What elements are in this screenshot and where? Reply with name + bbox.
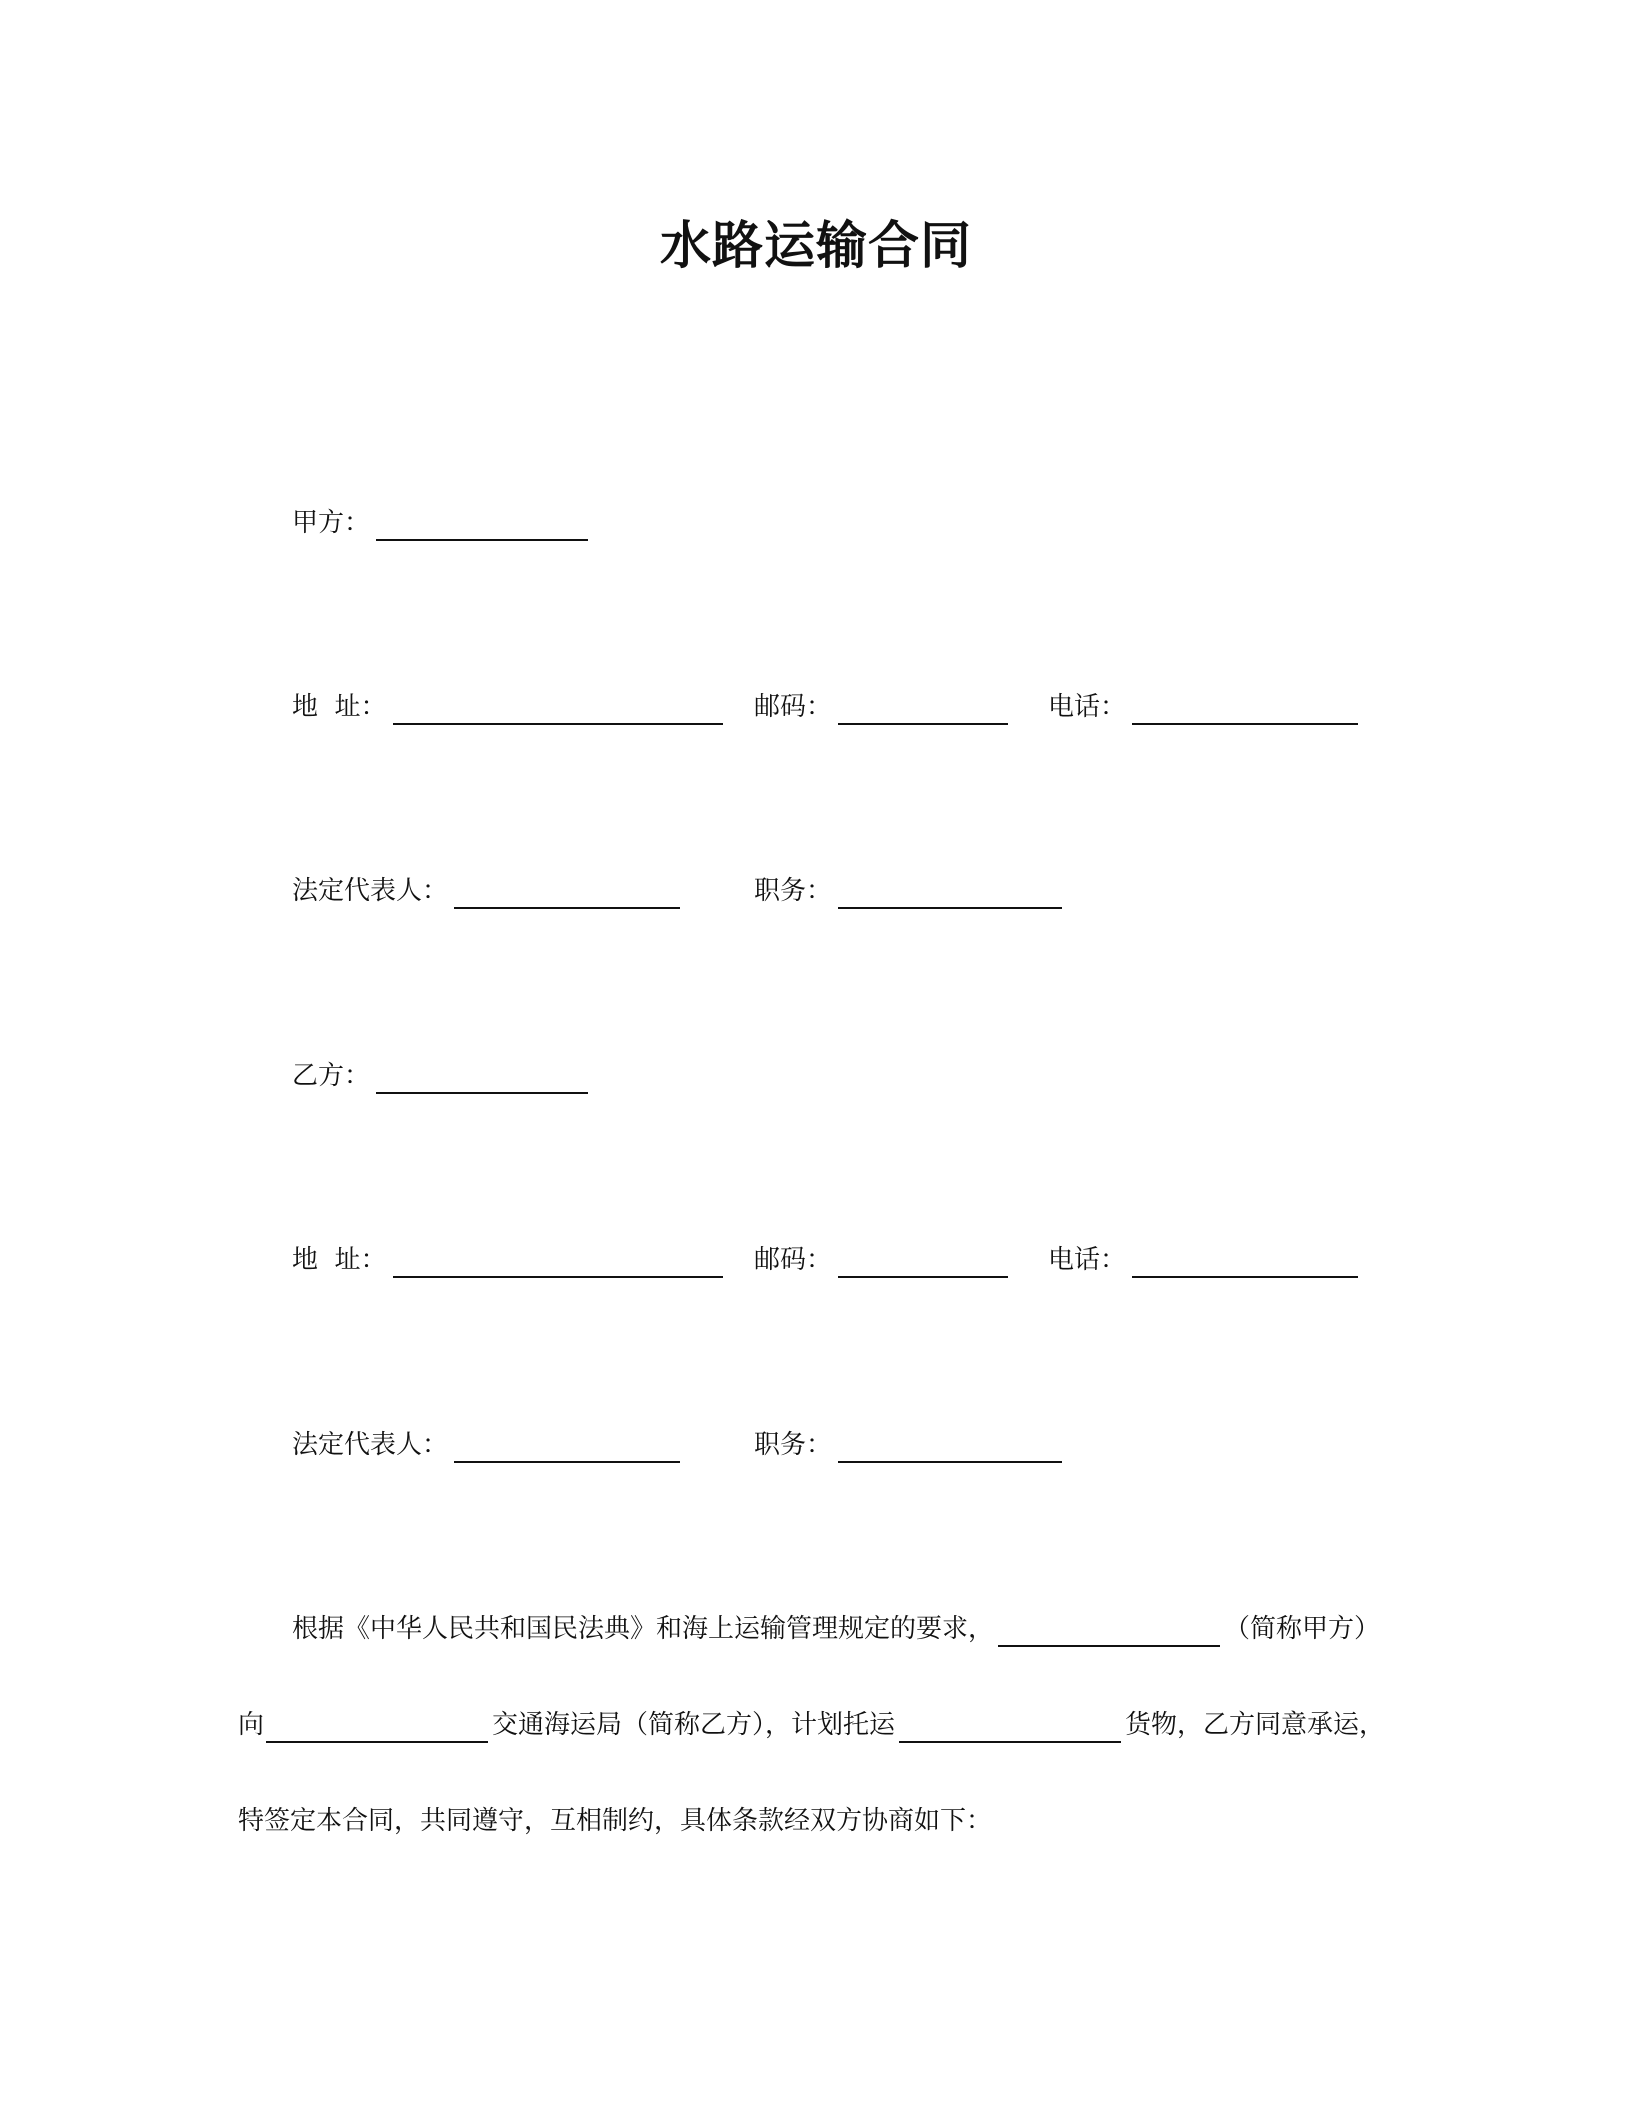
party-a-position-label: 职务：	[754, 876, 833, 906]
preamble-line-3	[238, 1803, 992, 1839]
party-b-phone-label: 电话：	[1048, 1245, 1127, 1275]
party-a-name-inline-blank[interactable]	[998, 1615, 1220, 1647]
document-title: 水路运输合同	[659, 217, 972, 276]
party-a-postcode-blank[interactable]	[838, 693, 1008, 725]
party-b-postcode-label: 邮码：	[754, 1245, 833, 1275]
party-a-address-blank[interactable]	[393, 693, 723, 725]
party-b-name-blank[interactable]	[376, 1062, 588, 1094]
party-b-address-label: 地 址：	[292, 1245, 387, 1275]
party-a-rep-label: 法定代表人：	[292, 876, 449, 906]
preamble-line-1-suffix: （简称甲方）	[1224, 1614, 1381, 1644]
party-b-address-field	[292, 1242, 723, 1278]
party-b-postcode-blank[interactable]	[838, 1246, 1008, 1278]
party-a-phone-field	[1048, 689, 1358, 725]
party-b-rep-label: 法定代表人：	[292, 1430, 449, 1460]
party-b-name-field	[292, 1058, 588, 1094]
party-b-name-label: 乙方：	[292, 1061, 371, 1091]
party-a-address-label: 地 址：	[292, 692, 387, 722]
party-a-rep-field	[292, 873, 680, 909]
preamble-line-1-text: 根据《中华人民共和国民法典》和海上运输管理规定的要求，	[292, 1614, 995, 1644]
party-b-name-inline-blank[interactable]	[266, 1711, 488, 1743]
party-b-position-field	[754, 1427, 1062, 1463]
party-b-rep-blank[interactable]	[454, 1431, 680, 1463]
preamble-line-3-text: 特签定本合同，共同遵守，互相制约，具体条款经双方协商如下：	[238, 1806, 993, 1836]
party-a-name-field	[292, 505, 588, 541]
party-a-position-field	[754, 873, 1062, 909]
party-a-phone-blank[interactable]	[1132, 693, 1358, 725]
party-b-phone-field	[1048, 1242, 1358, 1278]
party-b-phone-blank[interactable]	[1132, 1246, 1358, 1278]
cargo-inline-blank[interactable]	[899, 1711, 1121, 1743]
party-a-name-label: 甲方：	[292, 508, 371, 538]
party-a-postcode-field	[754, 689, 1008, 725]
party-b-address-blank[interactable]	[393, 1246, 723, 1278]
preamble-line-2	[238, 1707, 1385, 1743]
party-b-position-label: 职务：	[754, 1430, 833, 1460]
party-b-position-blank[interactable]	[838, 1431, 1062, 1463]
party-a-phone-label: 电话：	[1048, 692, 1127, 722]
preamble-line-2-suffix: 货物，乙方同意承运，	[1125, 1710, 1386, 1740]
party-a-position-blank[interactable]	[838, 877, 1062, 909]
preamble-line-2-prefix: 向	[238, 1710, 265, 1740]
party-a-address-field	[292, 689, 723, 725]
party-a-postcode-label: 邮码：	[754, 692, 833, 722]
party-b-rep-field	[292, 1427, 680, 1463]
party-b-postcode-field	[754, 1242, 1008, 1278]
party-a-rep-blank[interactable]	[454, 877, 680, 909]
party-a-name-blank[interactable]	[376, 509, 588, 541]
preamble-line-1	[292, 1611, 1380, 1647]
preamble-line-2-mid: 交通海运局（简称乙方），计划托运	[492, 1710, 896, 1740]
